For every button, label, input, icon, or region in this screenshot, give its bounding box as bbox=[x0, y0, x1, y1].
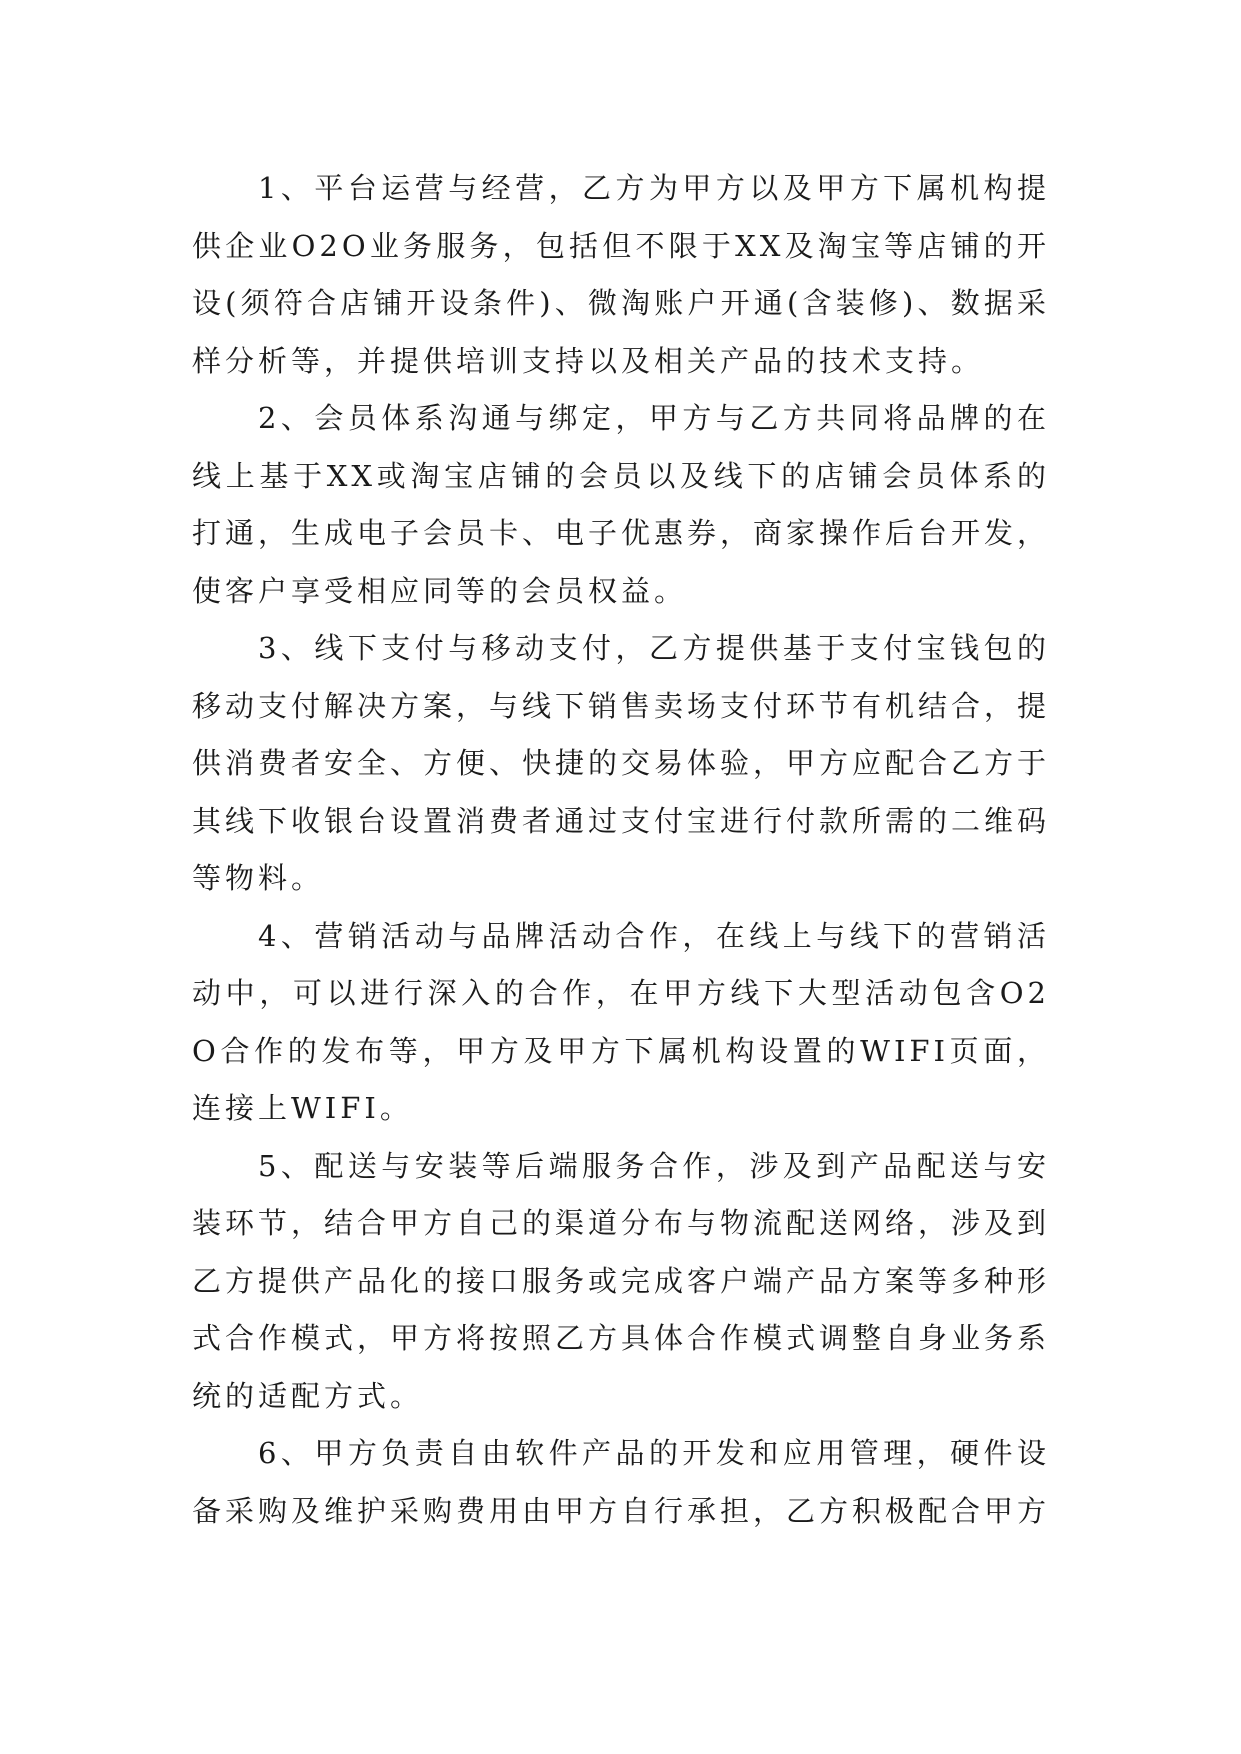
paragraph-3: 3、线下支付与移动支付，乙方提供基于支付宝钱包的移动支付解决方案，与线下销售卖场支付环节有机结合，提供消费者安全、方便、快捷的交易体验，甲方应配合乙方于其线下收银台设置消费者通过支付宝进行付款所需的二维码等物料。 bbox=[192, 631, 1051, 895]
paragraph-4: 4、营销活动与品牌活动合作，在线上与线下的营销活动中，可以进行深入的合作，在甲方线下大型活动包含O2O合作的发布等，甲方及甲方下属机构设置的WIFI页面，连接上WIFI。 bbox=[192, 918, 1050, 1125]
paragraph-1: 1、平台运营与经营，乙方为甲方以及甲方下属机构提供企业O2O业务服务，包括但不限于XX及淘宝等店铺的开设(须符合店铺开设条件)、微淘账户开通(含装修)、数据采样分析等，并提供培训支持以及相关产品的技术支持。 bbox=[192, 171, 1050, 378]
paragraph-5: 5、配送与安装等后端服务合作，涉及到产品配送与安装环节，结合甲方自己的渠道分布与物流配送网络，涉及到乙方提供产品化的接口服务或完成客户端产品方案等多种形式合作模式，甲方将按照乙方具体合作模式调整自身业务系统的适配方式。 bbox=[192, 1148, 1051, 1413]
document-body bbox=[192, 160, 1050, 1540]
paragraph-6: 6、甲方负责自由软件产品的开发和应用管理，硬件设备采购及维护采购费用由甲方自行承担，乙方积极配合甲方 bbox=[192, 1436, 1051, 1528]
paragraph-2: 2、会员体系沟通与绑定，甲方与乙方共同将品牌的在线上基于XX或淘宝店铺的会员以及线下的店铺会员体系的打通，生成电子会员卡、电子优惠券，商家操作后台开发，使客户享受相应同等的会员权益。 bbox=[192, 401, 1051, 608]
